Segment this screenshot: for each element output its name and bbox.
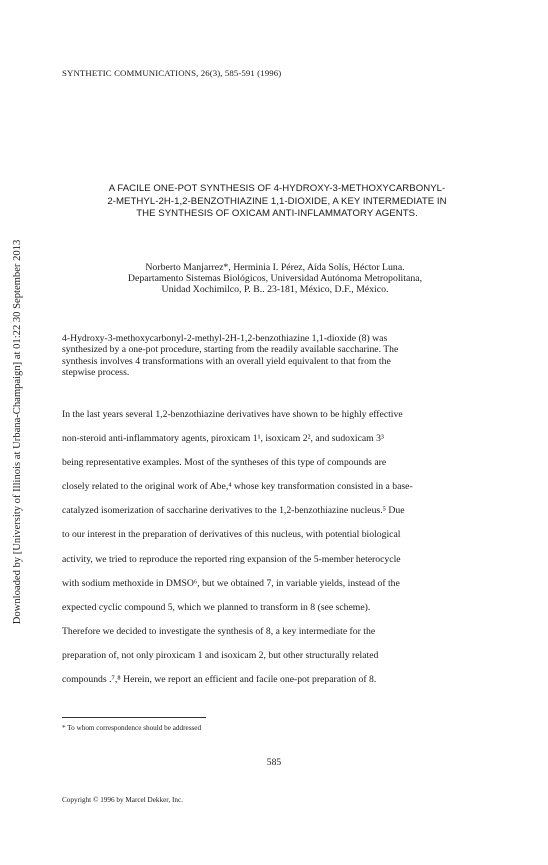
download-notice: Downloaded by [University of Illinois at Urbana-Champaign] at 01:22 30 September 2013	[12, 239, 23, 625]
footnote-rule	[62, 717, 206, 718]
abstract-line: 4-Hydroxy-3-methoxycarbonyl-2-methyl-2H-1,2-benzothiazine 1,1-dioxide (8) was	[62, 333, 388, 344]
body-line: compounds .⁷,⁸ Herein, we report an efficient and facile one-pot preparation of 8.	[62, 674, 377, 686]
body-line: closely related to the original work of Abe,⁴ whose key transformation consisted in a base-	[62, 481, 413, 493]
body-text	[62, 403, 490, 692]
copyright-notice: Copyright © 1996 by Marcel Dekker, Inc.	[62, 796, 183, 804]
journal-header: SYNTHETIC COMMUNICATIONS, 26(3), 585-591 (1996)	[62, 68, 282, 78]
body-line: Therefore we decided to investigate the synthesis of 8, a key intermediate for the	[62, 625, 376, 637]
body-line: to our interest in the preparation of derivatives of this nucleus, with potential biological	[62, 529, 401, 541]
body-line: being representative examples. Most of the syntheses of this type of compounds are	[62, 457, 387, 469]
title-line: THE SYNTHESIS OF OXICAM ANTI-INFLAMMATORY AGENTS.	[136, 208, 418, 220]
body-line: activity, we tried to reproduce the reported ring expansion of the 5-member heterocycle	[62, 553, 401, 565]
title-line: 2-METHYL-2H-1,2-BENZOTHIAZINE 1,1-DIOXIDE, A KEY INTERMEDIATE IN	[107, 195, 447, 207]
body-line: catalyzed isomerization of saccharine derivatives to the 1,2-benzothiazine nucleus.⁵ Due	[62, 505, 405, 517]
author-block	[60, 262, 490, 295]
body-line: non-steroid anti-inflammatory agents, piroxicam 1¹, isoxicam 2², and sudoxicam 3³	[62, 433, 384, 445]
abstract-line: stepwise process.	[62, 366, 130, 378]
title-line: A FACILE ONE-POT SYNTHESIS OF 4-HYDROXY-3-METHOXYCARBONYL-	[108, 183, 446, 194]
abstract-line: synthesized by a one-pot procedure, starting from the readily available saccharine. The	[62, 344, 399, 356]
page-number: 585	[266, 757, 282, 768]
abstract-line: synthesis involves 4 transformations with an overall yield equivalent to that from the	[62, 355, 391, 367]
body-line: preparation of, not only piroxicam 1 and isoxicam 2, but other structurally related	[62, 649, 379, 661]
affiliation-line: Departamento Sistemas Biológicos, Universidad Autónoma Metropolitana,	[127, 273, 423, 284]
body-line: In the last years several 1,2-benzothiazine derivatives have shown to be highly effective	[62, 409, 403, 420]
abstract	[62, 333, 490, 378]
body-line: expected cyclic compound 5, which we planned to transform in 8 (see scheme).	[62, 601, 371, 613]
affiliation-line: Unidad Xochimilco, P. B.. 23-181, México, D.F., México.	[161, 284, 389, 295]
footnote: * To whom correspondence should be addressed	[62, 724, 202, 732]
author-names: Norberto Manjarrez*, Herminia I. Pérez, Aída Solís, Héctor Luna.	[145, 262, 405, 273]
article-title	[40, 183, 514, 221]
body-line: with sodium methoxide in DMSO⁶, but we obtained 7, in variable yields, instead of the	[62, 577, 400, 589]
